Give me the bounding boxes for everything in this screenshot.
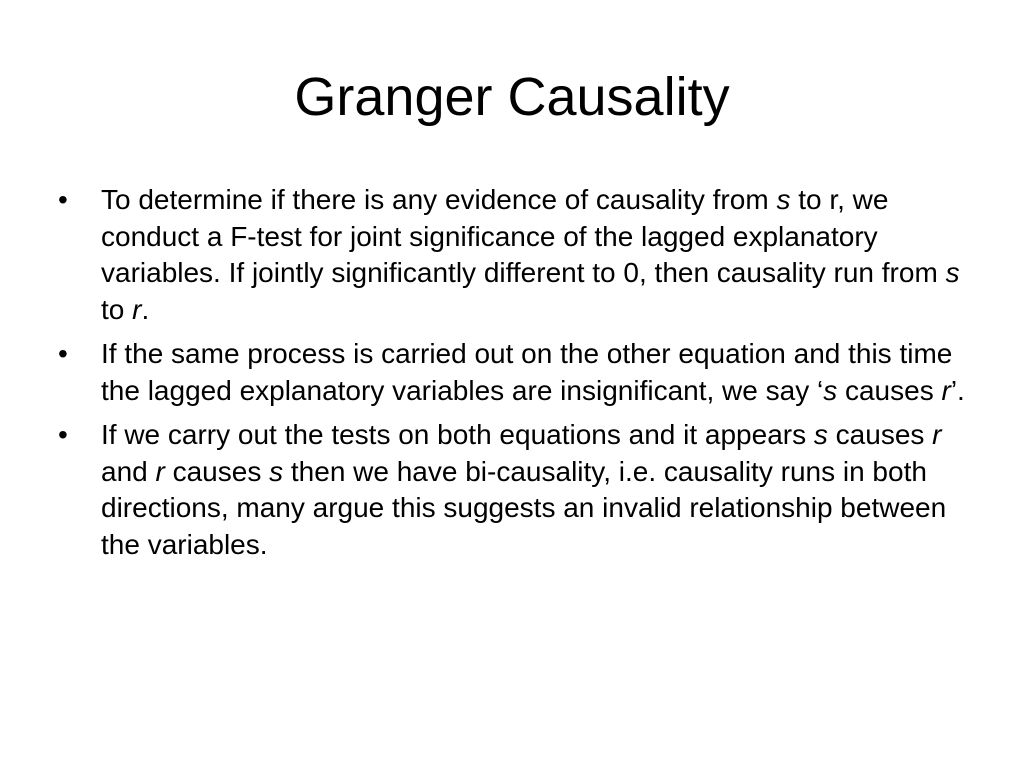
- bullet-variable: s: [823, 374, 838, 406]
- bullet-text: then we have bi-causality, i.e. causality runs in both directions, many argue this suggests an invalid relationship between the variables.: [101, 455, 947, 560]
- bullet-text: and: [101, 455, 156, 487]
- bullet-marker: •: [58, 338, 68, 369]
- bullet-marker: •: [58, 184, 68, 215]
- bullet-list: [58, 182, 978, 571]
- bullet-item: [58, 182, 978, 328]
- bullet-text: To determine if there is any evidence of causality from: [101, 184, 777, 215]
- bullet-variable: r: [932, 419, 942, 450]
- bullet-text: causes: [164, 455, 270, 487]
- bullet-variable: r: [132, 293, 142, 325]
- bullet-variable: s: [945, 257, 960, 288]
- bullet-text: If we carry out the tests on both equations and it appears: [101, 419, 814, 450]
- bullet-text: causes: [837, 374, 942, 406]
- bullet-text: .: [141, 293, 150, 325]
- bullet-variable: s: [813, 419, 828, 450]
- bullet-variable: s: [269, 455, 284, 487]
- bullet-variable: r: [941, 374, 951, 406]
- bullet-text: causes: [827, 419, 933, 450]
- slide-title: Granger Causality: [294, 67, 730, 127]
- bullet-item: [58, 417, 978, 563]
- bullet-item: [58, 336, 978, 409]
- bullet-text: to: [101, 293, 133, 325]
- bullet-text: If the same process is carried out on the other equation and this time the lagged explanatory variables are insignificant, we say ‘: [101, 338, 953, 406]
- bullet-variable: s: [776, 184, 791, 215]
- bullet-variable: r: [155, 455, 165, 487]
- bullet-text: ’.: [950, 374, 965, 406]
- bullet-marker: •: [58, 419, 68, 450]
- bullet-text: to r, we conduct a F-test for joint significance of the lagged explanatory variables. If jointly significantly different to 0, then causality run from: [101, 184, 946, 288]
